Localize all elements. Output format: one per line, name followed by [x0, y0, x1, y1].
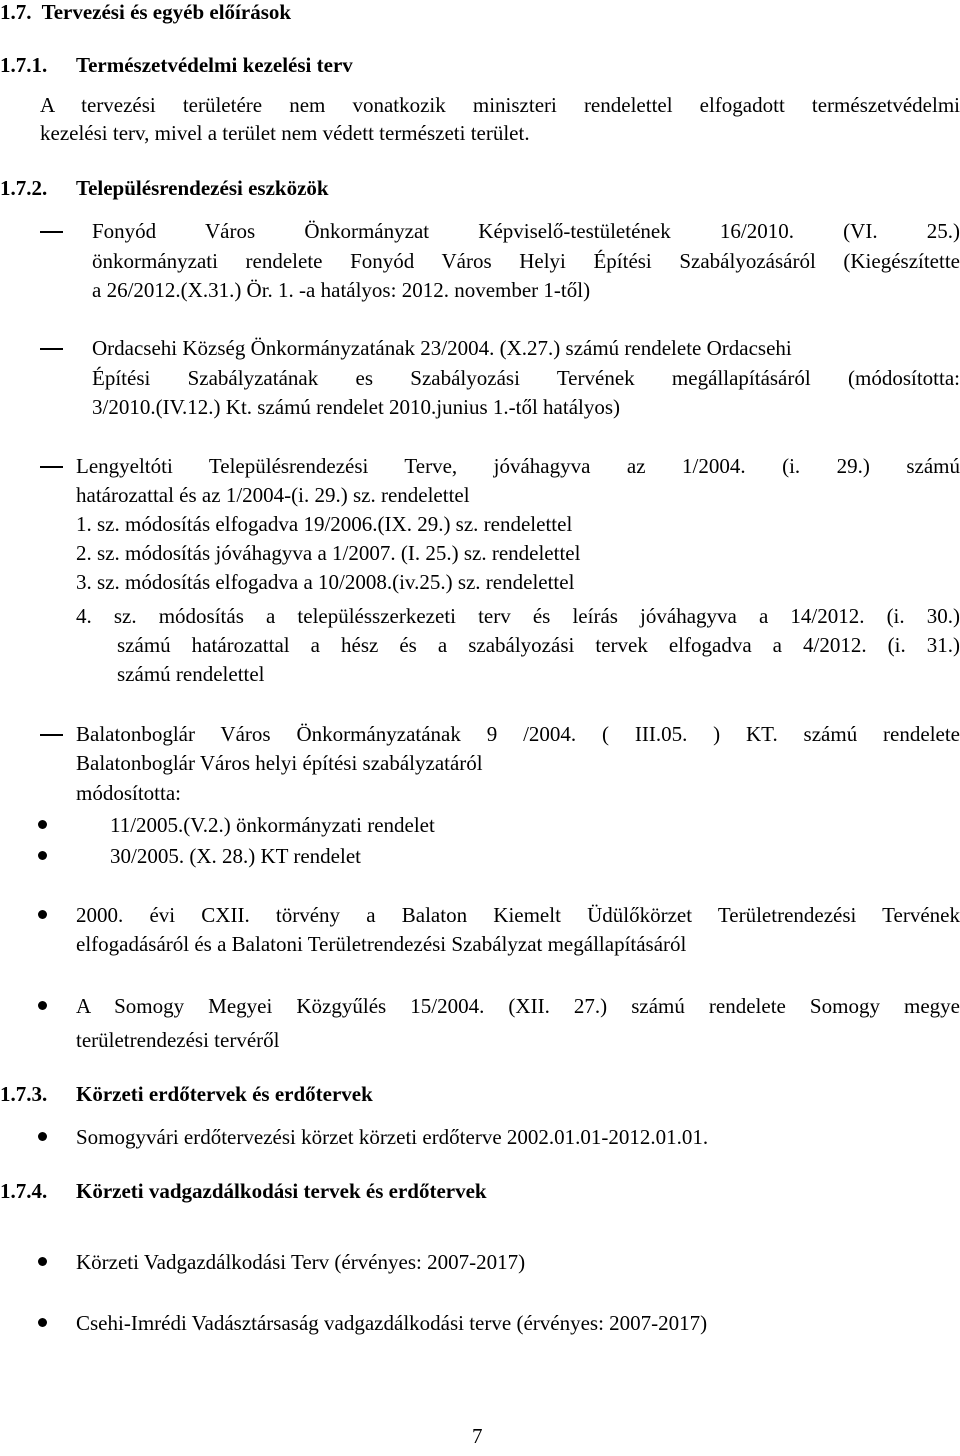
dash-bullet	[40, 466, 63, 468]
section-title-1-7-3: Körzeti erdőtervek és erdőtervek	[76, 1082, 373, 1106]
section-number-1-7-1: 1.7.1.	[0, 53, 48, 77]
dash-bullet	[40, 348, 63, 350]
fonyod-line: Fonyód Város Önkormányzat Képviselő-testületének 16/2010. (VI. 25.)	[92, 219, 960, 243]
balatonboglar-line: Balatonboglár Város helyi építési szabályzatáról	[76, 751, 483, 775]
hunting-plan-item: Csehi-Imrédi Vadásztársaság vadgazdálkodási terve (érvényes: 2007-2017)	[76, 1311, 708, 1335]
lengyeltoti-line: számú határozattal a hész és a szabályozási tervek elfogadva a 4/2012. (i. 31.)	[117, 633, 960, 657]
paragraph-line: A tervezési területére nem vonatkozik miniszteri rendelettel elfogadott természetvédelmi	[40, 93, 960, 117]
bullet-dot	[38, 1001, 47, 1010]
balatonboglar-line: módosította:	[76, 781, 181, 805]
lengyeltoti-line: 3. sz. módosítás elfogadva a 10/2008.(iv.25.) sz. rendelettel	[76, 570, 575, 594]
section-number-1-7-2: 1.7.2.	[0, 176, 48, 200]
bullet-dot	[38, 1257, 47, 1266]
lengyeltoti-line: 1. sz. módosítás elfogadva 19/2006.(IX. 29.) sz. rendelettel	[76, 512, 573, 536]
ordacsehi-line: Építési Szabályzatának es Szabályozási Tervének megállapításáról (módosította:	[92, 366, 960, 390]
dash-bullet	[40, 231, 63, 233]
bullet-dot	[38, 851, 47, 860]
page-number: 7	[472, 1424, 483, 1448]
forest-plan-item: Somogyvári erdőtervezési körzet körzeti erdőterve 2002.01.01-2012.01.01.	[76, 1125, 709, 1149]
bullet-dot	[38, 910, 47, 919]
section-title-1-7-1: Természetvédelmi kezelési terv	[76, 53, 353, 77]
paragraph-line: kezelési terv, mivel a terület nem védett természeti terület.	[40, 121, 530, 145]
hunting-plan-item: Körzeti Vadgazdálkodási Terv (érvényes: 2007-2017)	[76, 1250, 526, 1274]
ordacsehi-line: 3/2010.(IV.12.) Kt. számú rendelet 2010.junius 1.-től hatályos)	[92, 395, 621, 419]
fonyod-line: a 26/2012.(X.31.) Ör. 1. -a hatályos: 2012. november 1-től)	[92, 278, 591, 302]
section-title-1-7-2: Településrendezési eszközök	[76, 176, 329, 200]
section-title-1-7-4: Körzeti vadgazdálkodási tervek és erdőtervek	[76, 1179, 487, 1203]
ordacsehi-line: Ordacsehi Község Önkormányzatának 23/2004. (X.27.) számú rendelete Ordacsehi	[92, 336, 792, 360]
somogy-line: A Somogy Megyei Közgyűlés 15/2004. (XII. 27.) számú rendelete Somogy megye	[76, 994, 960, 1018]
section-number-1-7-3: 1.7.3.	[0, 1082, 48, 1106]
lengyeltoti-line: határozattal és az 1/2004-(i. 29.) sz. rendelettel	[76, 483, 470, 507]
section-heading-1-7	[0, 0, 291, 27]
lengyeltoti-line: 4. sz. módosítás a településszerkezeti terv és leírás jóváhagyva a 14/2012. (i. 30.)	[76, 604, 960, 628]
bullet-dot	[38, 820, 47, 829]
somogy-line: területrendezési tervéről	[76, 1028, 280, 1052]
balatonboglar-line: Balatonboglár Város Önkormányzatának 9 /2004. ( III.05. ) KT. számú rendelete	[76, 722, 960, 746]
bullet-dot	[38, 1318, 47, 1327]
modification-item: 30/2005. (X. 28.) KT rendelet	[110, 844, 361, 868]
dash-bullet	[40, 734, 63, 736]
law-line: elfogadásáról és a Balatoni Területrendezési Szabályzat megállapításáról	[76, 932, 687, 956]
bullet-dot	[38, 1132, 47, 1141]
lengyeltoti-line: számú rendelettel	[117, 662, 265, 686]
fonyod-line: önkormányzati rendelete Fonyód Város Helyi Építési Szabályozásáról (Kiegészítette	[92, 249, 960, 273]
section-number: 1.7.	[0, 0, 32, 24]
section-number-1-7-4: 1.7.4.	[0, 1179, 48, 1203]
law-line: 2000. évi CXII. törvény a Balaton Kiemelt Üdülőkörzet Területrendezési Tervének	[76, 903, 960, 927]
modification-item: 11/2005.(V.2.) önkormányzati rendelet	[110, 813, 435, 837]
lengyeltoti-line: 2. sz. módosítás jóváhagyva a 1/2007. (I. 25.) sz. rendelettel	[76, 541, 581, 565]
section-title: Tervezési és egyéb előírások	[41, 0, 292, 24]
lengyeltoti-line: Lengyeltóti Településrendezési Terve, jóváhagyva az 1/2004. (i. 29.) számú	[76, 454, 960, 478]
